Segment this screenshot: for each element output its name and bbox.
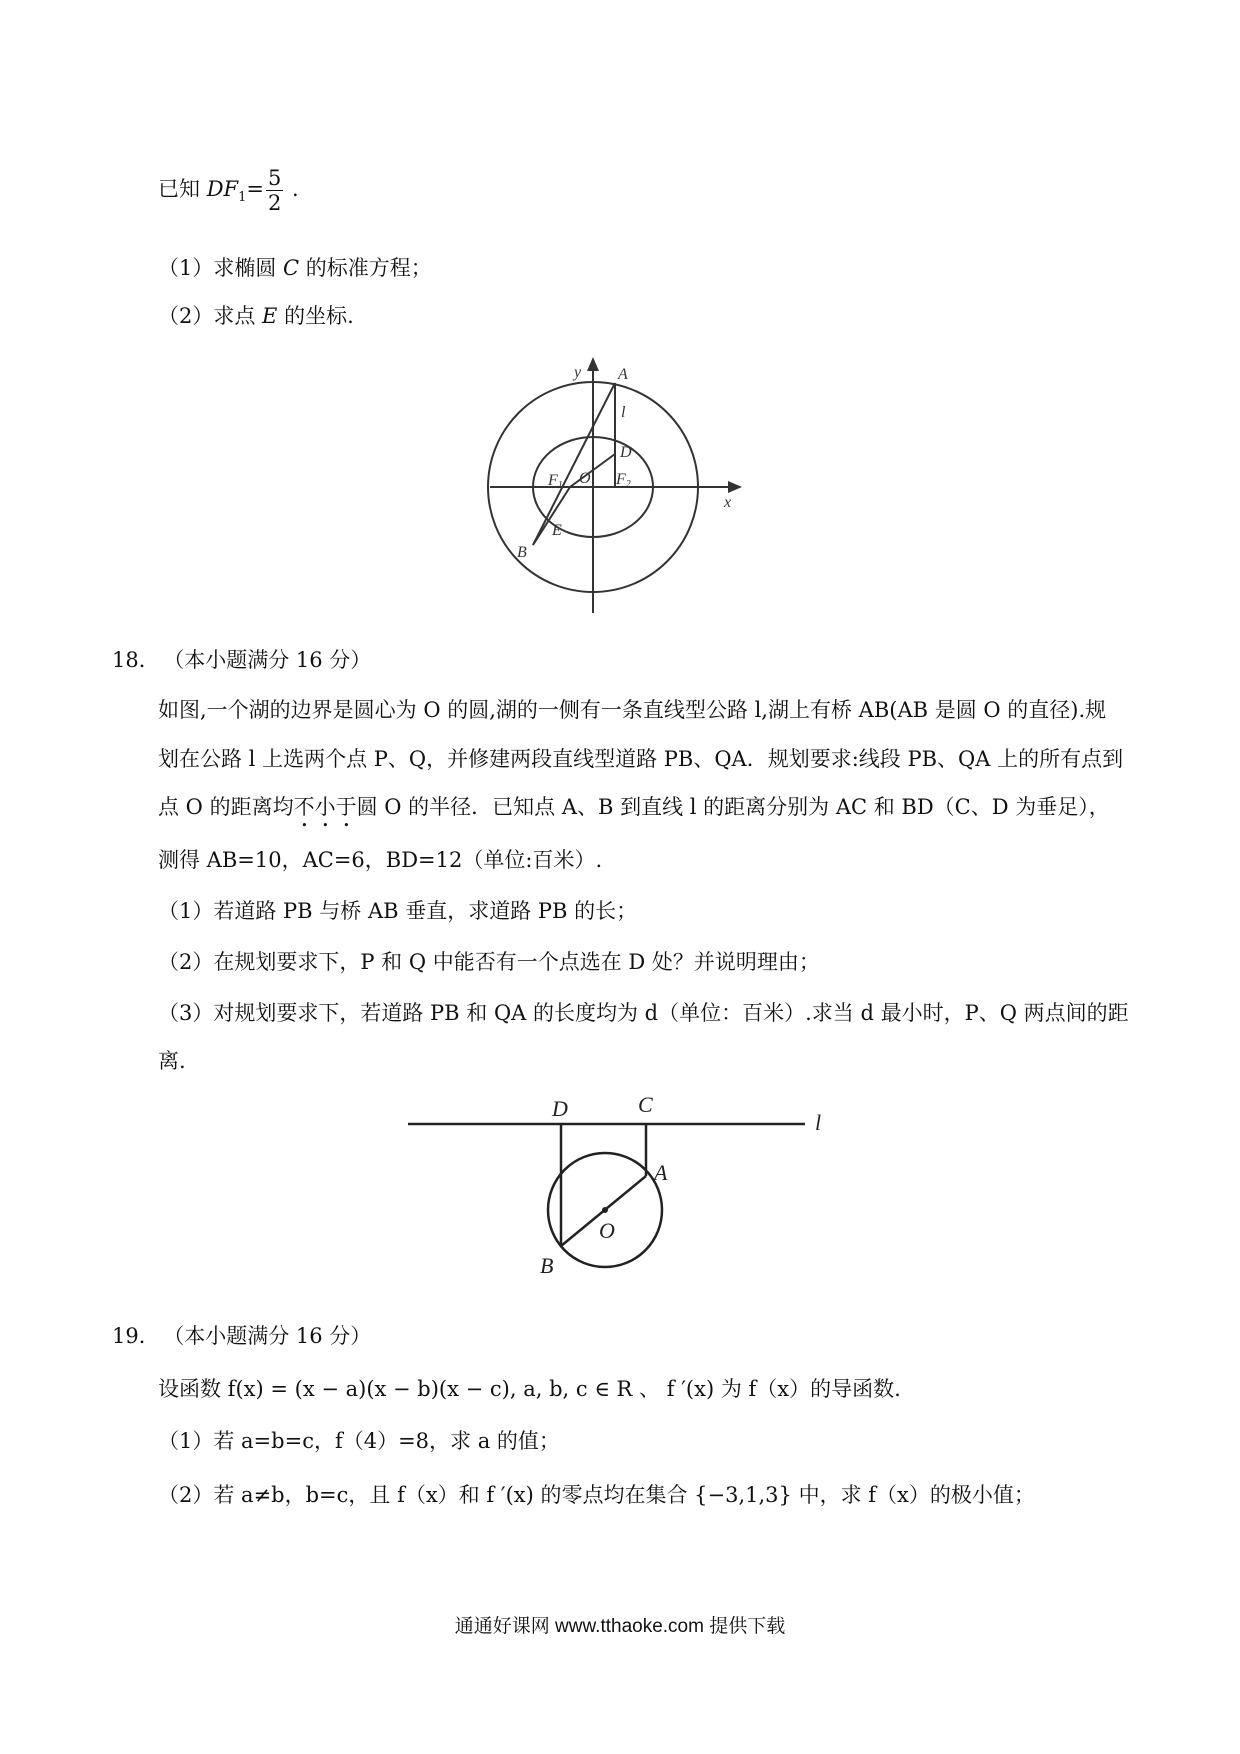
q18-number: 18． <box>112 648 160 672</box>
label-d: D <box>552 1096 568 1121</box>
y-arrow-icon <box>587 357 599 371</box>
q18-part3a: （3）对规划要求下，若道路 PB 和 QA 的长度均为 d（单位：百米）.求当 d 最小时，P、Q 两点间的距 <box>158 1001 1129 1025</box>
label-y: y <box>574 364 582 381</box>
q19-part1: （1）若 a=b=c，f（4）=8，求 a 的值； <box>158 1429 560 1453</box>
label-x: x <box>724 494 732 511</box>
q18-heading <box>112 645 371 675</box>
q18-part1: （1）若道路 PB 与桥 AB 垂直，求道路 PB 的长； <box>158 899 638 923</box>
q17-part1: （1）求椭圆 C 的标准方程； <box>158 256 432 280</box>
footer-text: 通通好课网 www.tthaoke.com 提供下载 <box>454 1616 786 1637</box>
q18-part2: （2）在规划要求下，P 和 Q 中能否有一个点选在 D 处？并说明理由； <box>158 950 820 974</box>
label-a: A <box>654 1160 668 1185</box>
label-d: D <box>620 444 632 461</box>
label-e: E <box>552 522 562 539</box>
given-line: 已知 $DF_1=$ $\frac{5}{2}$ . <box>158 166 299 215</box>
label-a: A <box>618 366 628 383</box>
x-arrow-icon <box>728 481 742 493</box>
q18-line2: 划在公路 l 上选两个点 P、Q，并修建两段直线型道路 PB、QA．规划要求:线段 PB、QA 上的所有点到 <box>158 747 1124 771</box>
label-b: B <box>517 544 527 561</box>
label-o: O <box>599 1218 615 1243</box>
label-b: B <box>540 1253 554 1278</box>
label-l: l <box>621 404 626 421</box>
lake-road-figure <box>400 1090 850 1285</box>
label-l: l <box>815 1110 822 1135</box>
label-f2: F2 <box>616 471 631 490</box>
q19-header: （本小题满分 16 分） <box>173 1324 372 1348</box>
q18-header: （本小题满分 16 分） <box>173 648 372 672</box>
label-o: O <box>579 470 591 487</box>
fraction: $\frac{5}{2}$ <box>268 166 282 215</box>
emphasis-text: 不小于 <box>293 795 357 819</box>
q18-line3: 点 O 的距离均不小于圆 O 的半径．已知点 A、B 到直线 l 的距离分别为 AC 和 BD（C、D 为垂足）， <box>158 795 1110 819</box>
q19-heading <box>112 1321 371 1351</box>
q19-part2: （2）若 a≠b，b=c，且 f（x）和 f ′(x) 的零点均在集合 {−3,1,3} 中，求 f（x）的极小值； <box>158 1483 1035 1507</box>
q18-line1: 如图,一个湖的边界是圆心为 O 的圆,湖的一侧有一条直线型公路 l,湖上有桥 AB(AB 是圆 O 的直径).规 <box>158 698 1107 722</box>
var-df: DF <box>206 177 239 201</box>
label-f1: F1 <box>548 472 563 491</box>
label-c: C <box>638 1092 653 1117</box>
ellipse-circle-figure <box>470 355 770 620</box>
q18-line4: 测得 AB=10，AC=6，BD=12（单位:百米）. <box>158 848 603 872</box>
q17-part2: （2）求点 E 的坐标. <box>158 304 354 328</box>
center-point <box>602 1207 608 1213</box>
q18-part3b: 离. <box>158 1049 186 1073</box>
q19-number: 19． <box>112 1324 160 1348</box>
q19-intro: 设函数 f(x) = (x − a)(x − b)(x − c), a, b, c ∈ R 、 f ′(x) 为 f（x）的导函数. <box>158 1377 901 1401</box>
